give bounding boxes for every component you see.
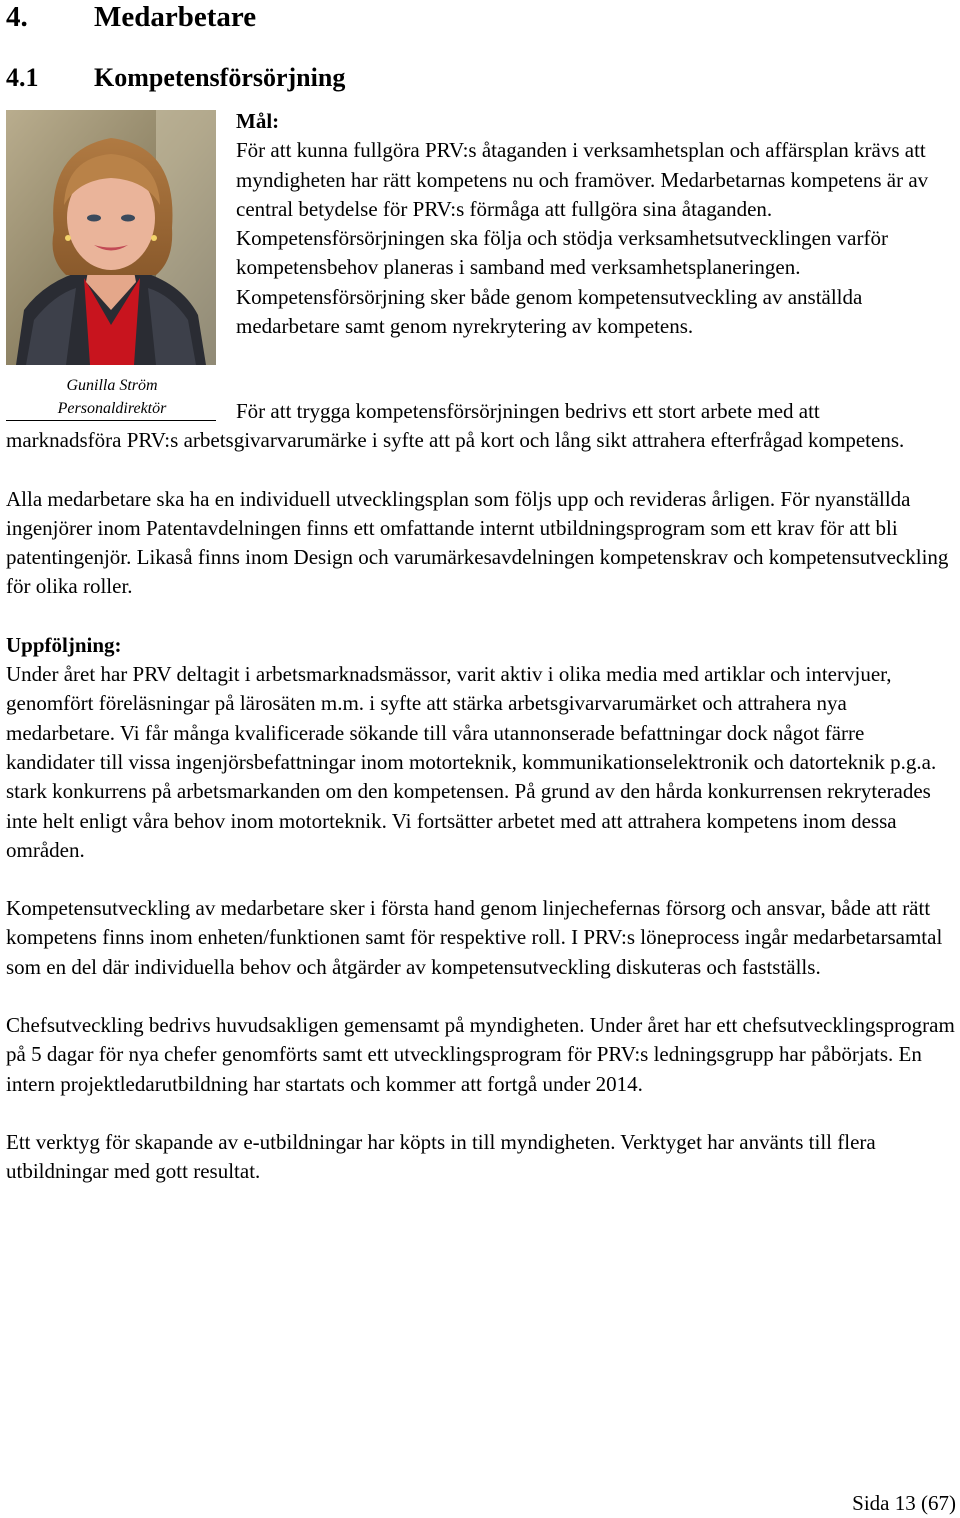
section-title: Kompetensförsörjning — [94, 63, 346, 92]
caption-role: Personaldirektör — [57, 400, 167, 417]
paragraph-5: Chefsutveckling bedrivs huvudsakligen gemensamt på myndigheten. Under året har ett chefsutvecklingsprogram på 5 dagar för nya chefer genomförts samt ett utvecklingsprogram för PRV:s ledningsgrupp har påbörjats. En intern projektledarutbildning har startats och kommer att fortgå under 2014. — [6, 1013, 955, 1096]
followup-label: Uppföljning: — [6, 632, 122, 657]
paragraph-2: Alla medarbetare ska ha en individuell utvecklingsplan som följs upp och revideras årligen. För nyanställda ingenjörer inom Patentavdelningen finns ett omfattande internt utbildningsprogram som ett krav för att bli patentingenjör. Likaså finns inom Design och varumärkesavdelningen kompetenskrav och kompetensutveckling för olika roller. — [6, 486, 949, 599]
paragraph-3: Under året har PRV deltagit i arbetsmarknadsmässor, varit aktiv i olika media med artiklar och intervjuer, genomfört föreläsningar på lärosäten m.m. i syfte att stärka arbetsgivarvarumärket och attrahera nya medarbetare. Vi får många kvalificerade sökande till våra utannonserade befattningar dock något färre kandidater till vissa ingenjörsbefattningar inom motorteknik, kommunikationselektronik och datorteknik p.g.a. stark konkurrens på arbetsmarkanden om den kompetensen. På grund av den hårda konkurrensen rekryterades inte helt enligt våra behov inom motorteknik. Vi fortsätter arbetet med att attrahera kompetens inom dessa områden. — [6, 662, 937, 862]
page-number: Sida 13 (67) — [852, 1491, 956, 1515]
body-text — [6, 397, 958, 1187]
paragraph-1-rest: marknadsföra PRV:s arbetsgivarvarumärke i syfte att på kort och lång sikt attrahera efterfrågad kompetens. — [6, 428, 905, 453]
paragraph-6: Ett verktyg för skapande av e-utbildningar har köpts in till myndigheten. Verktyget har använts till flera utbildningar med gott resultat. — [6, 1129, 876, 1184]
caption-name: Gunilla Ström — [66, 377, 158, 394]
goal-label: Mål: — [236, 109, 280, 133]
goal-text: För att kunna fullgöra PRV:s åtaganden i verksamhetsplan och affärsplan krävs att myndigheten har rätt kompetens nu och framöver. Medarbetarnas kompetens är av central betydelse för PRV:s förmåga att fullgöra sina åtaganden. Kompetensförsörjningen ska följa och stödja verksamhetsutvecklingen varför kompetensbehov planeras i samband med verksamhetsplaneringen. Kompetensförsörjning sker både genom kompetensutveckling av anställda medarbetare samt genom nyrekrytering av kompetens. — [236, 138, 929, 339]
chapter-heading — [6, 0, 256, 34]
chapter-title: Medarbetare — [94, 1, 257, 33]
section-number: 4.1 — [6, 63, 39, 92]
portrait-block — [6, 110, 218, 421]
section-heading — [6, 62, 345, 94]
goal-section — [236, 107, 956, 341]
portrait-photo — [6, 110, 216, 365]
paragraph-1-first-line: För att trygga kompetensförsörjningen bedrivs ett stort arbete med att — [236, 399, 820, 423]
paragraph-4: Kompetensutveckling av medarbetare sker i första hand genom linjechefernas försorg och ansvar, både att rätt kompetens finns inom enheten/funktionen samt för respektive roll. I PRV:s löneprocess ingår medarbetarsamtal som en del där individuella behov och åtgärder av kompetensutveckling diskuteras och fastställs. — [6, 896, 943, 979]
chapter-number: 4. — [6, 1, 28, 33]
